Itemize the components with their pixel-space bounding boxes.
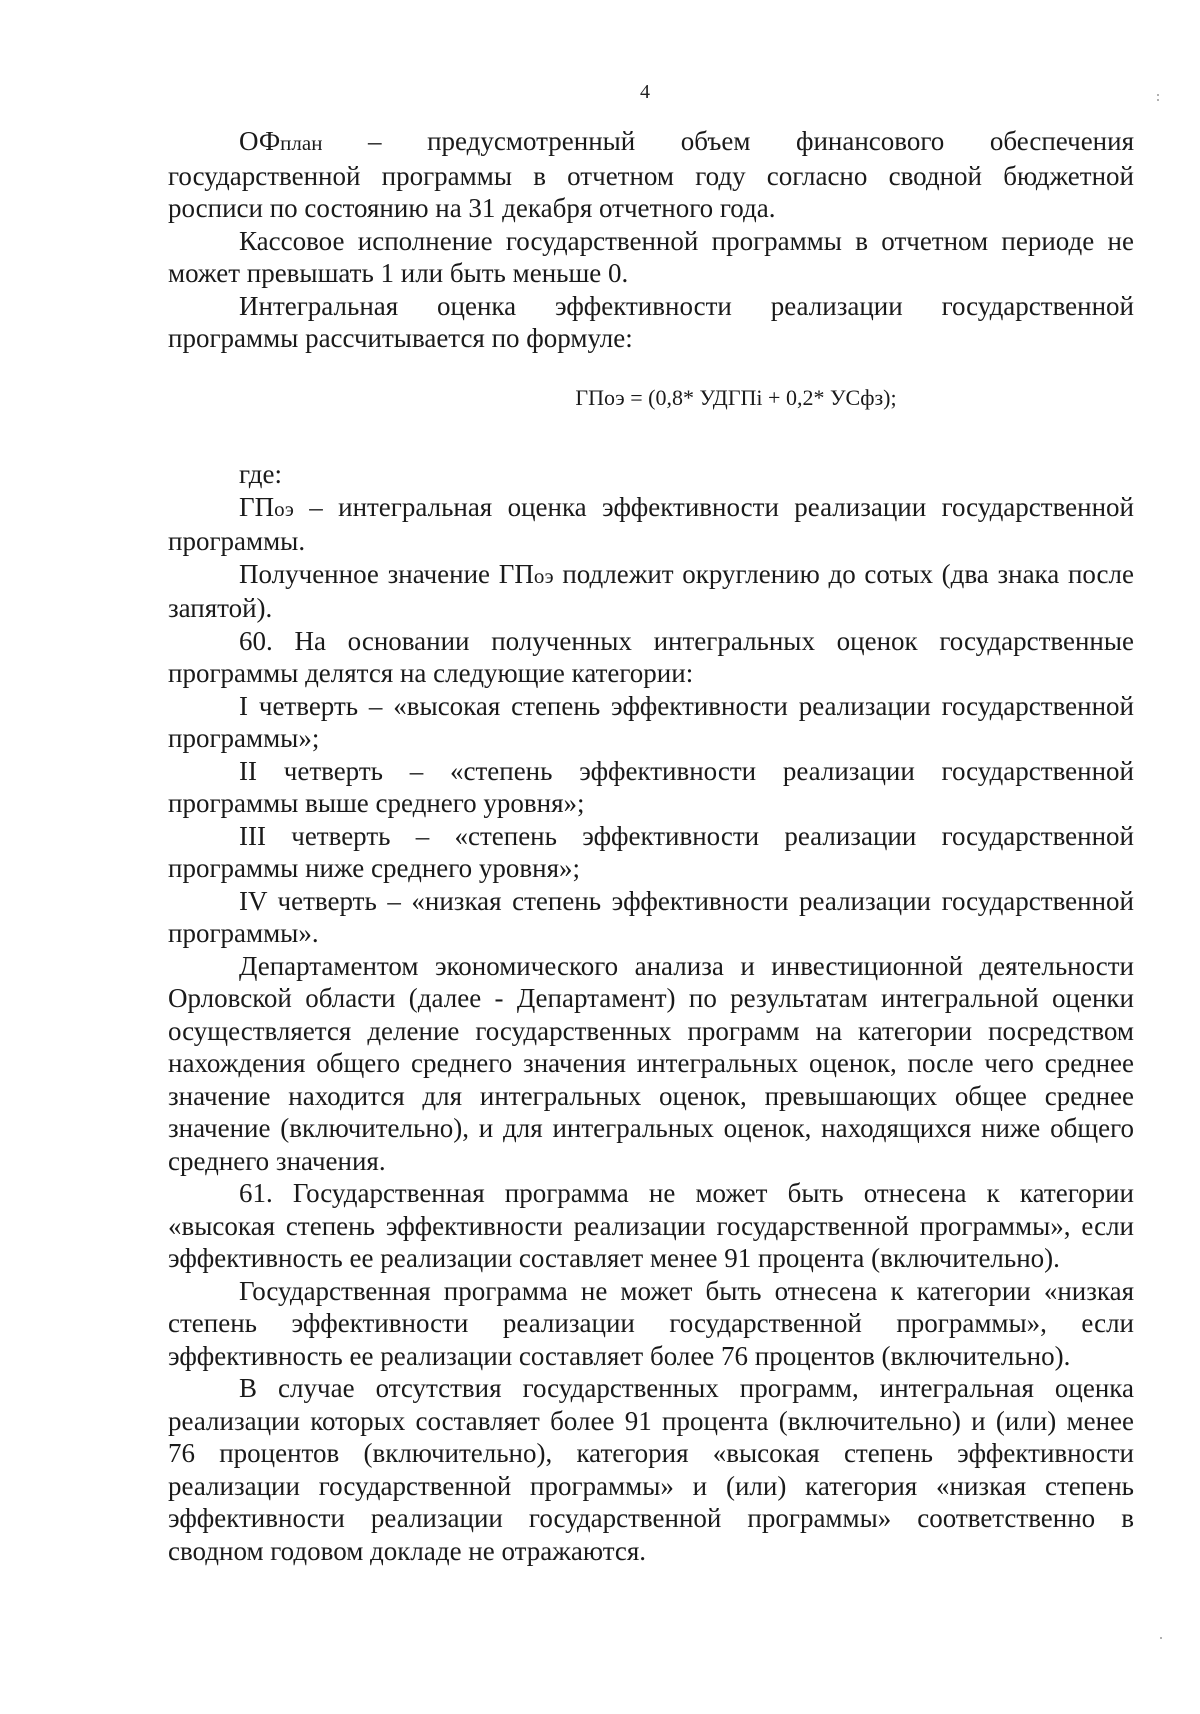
term-of-subscript: план xyxy=(280,131,323,155)
rounding-text-a: Полученное значение ГП xyxy=(239,558,534,589)
rounding-subscript: оэ xyxy=(533,563,554,588)
paragraph-low-restriction: Государственная программа не может быть отнесена к категории «низкая степень эффективности реализации государственной программы», если эффективность ее реализации составляет более 76 процентов (включительно). xyxy=(168,1275,1134,1371)
term-gp: ГП xyxy=(239,491,275,522)
paragraph-quarter-1: I четверть – «высокая степень эффективности реализации государственной программы»; xyxy=(168,690,1134,753)
paragraph-quarter-4: IV четверть – «низкая степень эффективности реализации государственной программы». xyxy=(168,885,1134,948)
ofplan-definition-text: – предусмотренный объем финансового обеспечения государственной программы в отчетном году согласно сводной бюджетной росписи по состоянию на 31 декабря отчетного года. xyxy=(168,126,1134,223)
formula: ГПоэ = (0,8* УДГПi + 0,2* УСфз); xyxy=(575,384,897,410)
paragraph-cash-execution: Кассовое исполнение государственной программы в отчетном периоде не может превышать 1 или быть меньше 0. xyxy=(168,225,1134,288)
paragraph-integral-assessment-intro: Интегральная оценка эффективности реализации государственной программы рассчитывается по формуле: xyxy=(168,290,1134,353)
paragraph-61-high-restriction: 61. Государственная программа не может быть отнесена к категории «высокая степень эффективности реализации государственной программы», если эффективность ее реализации составляет менее 91 процента (включительно). xyxy=(168,1178,1134,1273)
paragraph-gpoe-definition xyxy=(168,491,1134,558)
paragraph-ofplan-definition xyxy=(168,125,1134,225)
paragraph-department-division: Департаментом экономического анализа и инвестиционной деятельности Орловской области (далее - Департамент) по результатам интегральной оценки осуществляется деление государственных программ на категории посредством нахождения общего среднего значения интегральных оценок, после чего среднее значение находится для интегральных оценок, превышающих общее среднее значение (включительно), и для интегральных оценок, находящихся ниже общего среднего значения. xyxy=(168,950,1134,1176)
scan-speck xyxy=(1160,1637,1162,1639)
paragraph-60-categories: 60. На основании полученных интегральных оценок государственные программы делятся на следующие категории: xyxy=(168,625,1134,688)
paragraph-absence-case: В случае отсутствия государственных программ, интегральная оценка реализации которых составляет более 91 процента (включительно) и (или) менее 76 процентов (включительно), категория «высокая степень эффективности реализации государственной программы» и (или) категория «низкая степень эффективности реализации государственной программы» соответственно в сводном годовом докладе не отражаются. xyxy=(168,1373,1134,1566)
paragraph-rounding xyxy=(168,558,1134,625)
paragraph-quarter-2: II четверть – «степень эффективности реализации государственной программы выше среднего уровня»; xyxy=(168,755,1134,818)
gpoe-definition-text: – интегральная оценка эффективности реализации государственной программы. xyxy=(168,491,1134,556)
term-gp-subscript: оэ xyxy=(274,496,294,521)
scan-speck xyxy=(1157,99,1159,101)
paragraph-quarter-3: III четверть – «степень эффективности реализации государственной программы ниже среднего уровня»; xyxy=(168,820,1134,883)
rounding-text-b: подлежит округлению до сотых (два знака после запятой). xyxy=(168,558,1135,623)
term-of: ОФ xyxy=(239,126,281,156)
document-body xyxy=(168,125,1134,1567)
page-number: 4 xyxy=(640,81,650,103)
scan-speck xyxy=(1157,94,1159,96)
paragraph-where: где: xyxy=(239,459,282,489)
